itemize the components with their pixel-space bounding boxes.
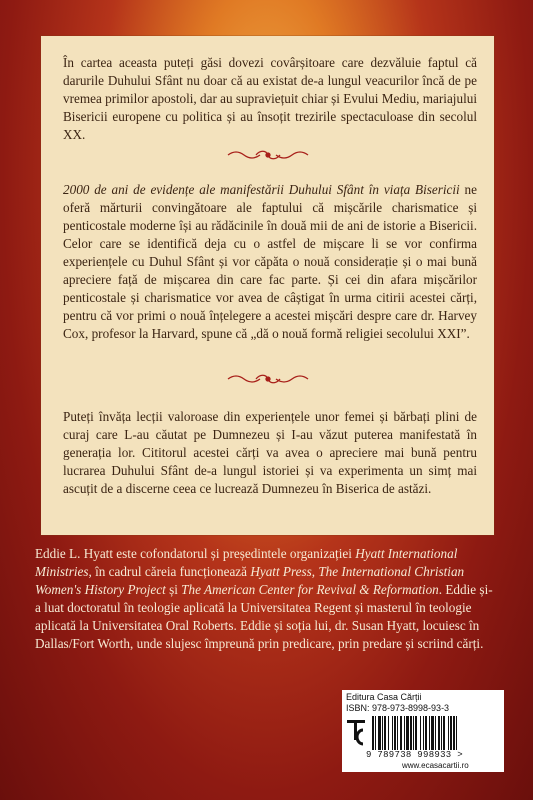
book-title-italic: 2000 de ani de evidențe ale manifestării Duhului Sfânt în viața Bisericii [63,182,460,197]
publisher-box [342,690,504,772]
publisher-name: Editura Casa Cărții [346,692,422,702]
barcode-bar [435,716,436,750]
barcode-bar [406,716,409,750]
bio-org-italic: The American Center for Revival & Reformation [181,582,439,597]
barcode-bar [392,716,393,750]
barcode-bar [413,716,414,750]
barcode-bar [453,716,455,750]
barcode-digits: 9 789738 998933 > [366,750,463,760]
barcode-bar [400,716,402,750]
barcode-bar [394,716,396,750]
barcode-bar [388,716,389,750]
barcode-bar [448,716,449,750]
barcode-bar [372,716,374,750]
ornament-divider-icon [226,372,310,386]
barcode-bar [438,716,440,750]
tc-logo-icon [346,718,366,748]
publisher-website: www.ecasacartii.ro [402,761,469,770]
paragraph-lessons: Puteți învăța lecții valoroase din experiențele unor femei și bărbați plini de curaj care L-au căutat pe Dumnezeu și I-au văzut puterea manifestată în generația lor. Cititorul acestei cărți va avea o apreciere mai bună pentru lucrarea Duhului Sfânt de-a lungul istoriei și va experimenta un simț mai ascuțit de a discerne ceea ce lucrează Dumnezeu în Biserica de astăzi. [63,409,477,496]
barcode-bar [441,716,442,750]
bio-text: Eddie L. Hyatt este cofondatorul și președintele organizației [35,546,356,561]
bio-org-italic: The International Christian Women's History Project [35,564,465,597]
barcode-bar [415,716,417,750]
barcode-bar [450,716,452,750]
barcode-bar [431,716,434,750]
barcode-bar [423,716,424,750]
barcode-bar [425,716,427,750]
barcode-bar [384,716,386,750]
bio-text: , în cadrul căreia funcționează [88,564,251,579]
isbn: ISBN: 978-973-8998-93-3 [346,703,450,713]
bio-org-italic: Hyatt Press [250,564,312,579]
author-bio [35,545,495,653]
barcode-bar [397,716,398,750]
bio-org-italic: Hyatt International Ministries [35,546,458,579]
barcode-bar [456,716,457,750]
bio-text: și [165,582,182,597]
barcode-bar [429,716,430,750]
paragraph-evidence [63,181,477,343]
barcode-bar [378,716,381,750]
barcode-bar [443,716,445,750]
barcode-bar [382,716,383,750]
paragraph-intro: În cartea aceasta puteți găsi dovezi covârșitoare care dezvăluie faptul că darurile Duhului Sfânt nu doar că au existat de-a lungul veacurilor încă de pe vremea primilor apostoli, dar au supraviețuit chiar și Evului Mediu, mariajului Bisericii europene cu politica și au însoțit trezirile spectaculoase din secolul XX. [63,55,477,142]
barcode-bar [410,716,412,750]
paragraph-evidence-body: ne oferă mărturii convingătoare ale faptului că mișcările charismatice și penticostale moderne își au rădăcinile în două mii de ani de istorie a Bisericii. Celor care se identifică deja cu o astfel de mișcare li se vor confirma experiențele cu Duhul Sfânt și vor căpăta o nouă considerație și o mai bună apreciere față de mișcarea din care fac parte. Și cei din afara mișcărilor penticostale și charismatice vor avea de câștigat în urma citirii acestei cărți, pentru că vor primi o nouă înțelegere a acestei mișcări despre care dr. Harvey Cox, profesor la Harvard, spune că „dă o nouă formă religiei secolului XXI”. [63,182,477,341]
text-panel [41,36,494,535]
barcode-bar [375,716,376,750]
barcode [370,716,500,750]
bio-text: , [311,564,319,579]
ornament-divider-icon [226,148,310,162]
barcode-bar [420,716,421,750]
barcode-bar [404,716,405,750]
bio-text: . Eddie și-a luat doctoratul în teologie aplicată la Universitatea Regent și masterul în teologie aplicată la Universitatea Oral Roberts. Eddie și soția lui, dr. Susan Hyatt, locuiesc în Dallas/Fort Worth, unde slujesc împreună prin predicare, prin predare și scriind cărți. [35,582,493,651]
